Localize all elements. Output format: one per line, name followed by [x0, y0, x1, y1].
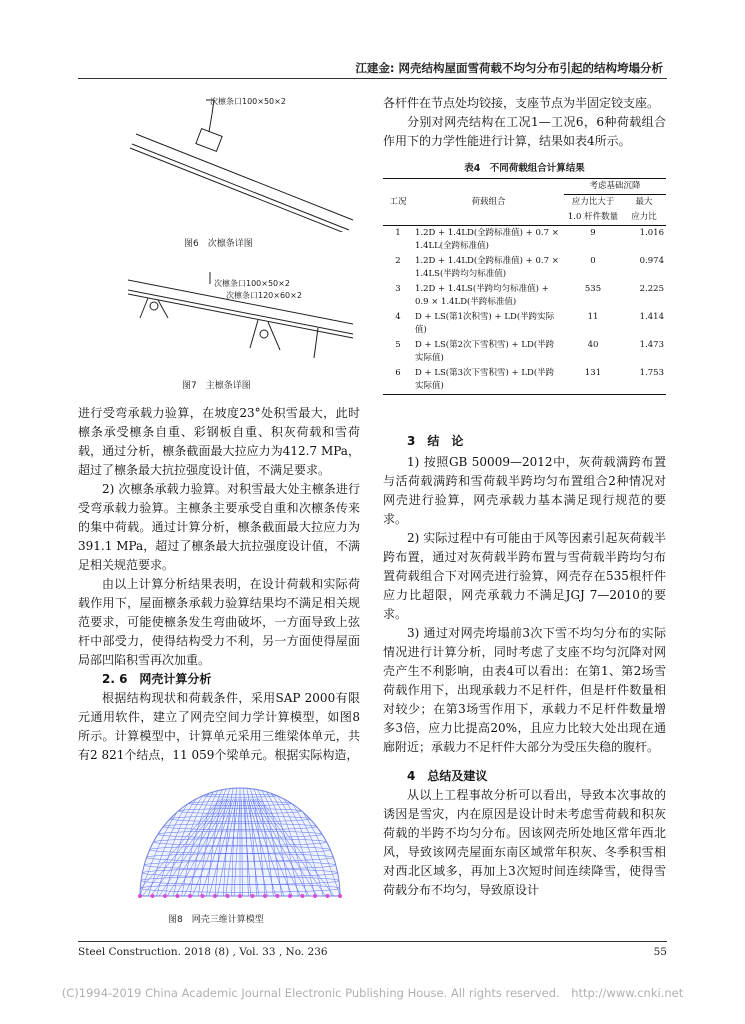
cell-case: 4: [395, 312, 401, 322]
cell-combo: D + LS(第3次下雪积雪) + LD(半跨实际值): [415, 368, 555, 391]
section-heading: 4 总结及建议: [407, 769, 488, 783]
cell-max: 1.016: [639, 228, 664, 238]
figure-6-caption: 图6 次檩条详图: [184, 239, 253, 249]
header-case: 工况: [383, 179, 413, 226]
right-column-bottom: [383, 432, 666, 900]
support-node: [288, 894, 292, 898]
support-node: [163, 894, 167, 898]
header-combo: 荷载组合: [413, 179, 564, 226]
support-node: [226, 894, 230, 898]
footer-rule: [78, 941, 667, 942]
header-count-b: 1.0 杆件数量: [564, 210, 622, 226]
cell-combo: 1.2D + 1.4LD(全跨标准值) + 0.7 × 1.4LL(全跨标准值): [415, 228, 559, 251]
right-column-top: [383, 94, 666, 151]
section-heading: 2. 6 网壳计算分析: [102, 672, 212, 686]
copyright-watermark: (C)1994-2019 China Academic Journal Electronic Publishing House. All rights reserved. http://www.cnki.net: [61, 986, 684, 1000]
table-row: [383, 366, 666, 395]
cell-max: 1.414: [639, 312, 664, 322]
header-count-a: 应力比大于: [571, 197, 615, 207]
cell-case: 3: [395, 284, 401, 294]
figure-7-caption: 图7 主檩条详图: [182, 381, 251, 391]
support-node: [301, 894, 305, 898]
header-rule: [78, 78, 667, 79]
cell-combo: 1.2D + 1.4LD(全跨标准值) + 0.7 × 1.4LS(半跨均匀标准值): [415, 256, 559, 279]
table-title: 表4 不同荷载组合计算结果: [464, 163, 585, 174]
figure-8-caption: 图8 网壳三维计算模型: [168, 915, 264, 925]
section-heading: 3 结 论: [407, 434, 464, 448]
figure-8-dome-model: [120, 774, 360, 900]
cell-combo: 1.2D + 1.4LS(半跨均匀标准值) + 0.9 × 1.4LD(半跨标准值): [415, 284, 549, 307]
paragraph: 根据结构现状和荷载条件，采用SAP 2000有限元通用软件，建立了网壳空间力学计算模型，如图8所示。计算模型中，计算单元采用三维梁体单元，共有2 821个结点，11 059个梁单元。根据实际构造，: [78, 691, 360, 762]
left-column: [78, 404, 360, 765]
cell-combo: D + LS(第1次积雪) + LD(半跨实际值): [415, 312, 555, 335]
running-header: 江建金: 网壳结构屋面雪荷载不均匀分布引起的结构垮塌分析: [355, 61, 663, 75]
support-node: [263, 894, 267, 898]
paragraph: 由以上计算分析结果表明，在设计荷载和实际荷载作用下，屋面檩条承载力验算结果均不满足相关规范要求，可能使檩条发生弯曲破坏，一方面导致上弦杆中部受力，使得结构受力不利，另一方面使得屋面局部凹陷积雪再次加重。: [78, 577, 360, 667]
figure-7-drawing: [118, 258, 358, 373]
cell-case: 2: [395, 256, 401, 266]
cell-count: 11: [587, 312, 599, 322]
support-node: [213, 894, 217, 898]
cell-combo: D + LS(第2次下雪积雪) + LD(半跨实际值): [415, 340, 555, 363]
cell-max: 1.473: [639, 340, 664, 350]
results-table: [383, 178, 666, 395]
support-node: [201, 894, 205, 898]
header-max-b: 应力比: [622, 210, 666, 226]
paragraph: 从以上工程事故分析可以看出，导致本次事故的诱因是雪灾，内在原因是设计时未考虑雪荷载和积灰荷载的半跨不均匀分布。因该网壳所处地区常年西北风，导致该网壳屋面东南区域常年积灰、冬季积雪相对西北区域多，再加上3次短时间连续降雪，使得雪荷载分布不均匀，导致原设计: [383, 788, 666, 897]
table-row: [383, 282, 666, 310]
table-row: [383, 254, 666, 282]
paragraph: 3) 通过对网壳垮塌前3次下雪不均匀分布的实际情况进行计算分析，同时考虑了支座不均匀沉降对网壳产生不利影响，由表4可以看出：在第1、第2场雪荷载作用下，出现承载力不足杆件，但是杆件数量相对较少；在第3场雪作用下，承载力不足杆件数量增多3倍，应力比提高20%，且应力比较大处出现在通廊附近；承载力不足杆件大部分为受压失稳的腹杆。: [383, 626, 666, 754]
table-row: [383, 338, 666, 366]
cell-count: 40: [587, 340, 599, 350]
paragraph: 各杆件在节点处均铰接，支座节点为半固定铰支座。: [383, 96, 660, 110]
figure-6-label: 次檩条口100×50×2: [210, 97, 286, 106]
figure-6-drawing: [118, 92, 358, 232]
table-4: [383, 160, 666, 395]
cell-max: 1.753: [639, 368, 664, 378]
cell-count: 9: [590, 228, 596, 238]
support-node: [338, 894, 342, 898]
journal-citation: Steel Construction. 2018 (8) , Vol. 33 , No. 236: [78, 946, 328, 958]
cell-case: 6: [395, 368, 401, 378]
paragraph: 分别对网壳结构在工况1—工况6，6种荷载组合作用下的力学性能进行计算，结果如表4所示。: [383, 115, 666, 148]
cell-count: 131: [584, 368, 602, 378]
figure-7-label-a: 次檩条口100×50×2: [214, 279, 290, 288]
cell-max: 0.974: [639, 256, 664, 266]
header-group: 考虑基础沉降: [564, 179, 666, 195]
paragraph: 2) 次檩条承载力验算。对积雪最大处主檩条进行受弯承载力验算。主檩条主要承受自重和次檩条传来的集中荷载。通过计算分析，檩条截面最大拉应力为391.1 MPa，超过了檩条最大抗拉强度设计值，不满足相关规范要求。: [78, 482, 360, 572]
support-node: [151, 894, 155, 898]
support-node: [276, 894, 280, 898]
support-node: [326, 894, 330, 898]
support-node: [313, 894, 317, 898]
support-node: [138, 894, 142, 898]
support-node: [188, 894, 192, 898]
paragraph: 1) 按照GB 50009—2012中，灰荷载满跨布置与活荷载满跨和雪荷载半跨均匀布置组合2种情况对网壳进行验算，网壳承载力基本满足现行规范的要求。: [383, 455, 666, 526]
cell-count: 535: [584, 284, 602, 294]
support-node: [176, 894, 180, 898]
paragraph: 2) 实际过程中有可能由于风等因素引起灰荷载半跨布置，通过对灰荷载半跨布置与雪荷载半跨均匀布置荷载组合下对网壳进行验算，网壳存在535根杆件应力比超限，网壳承载力不满足JGJ 7—2010的要求。: [383, 531, 666, 621]
paragraph: 进行受弯承载力验算，在坡度23°处积雪最大，此时檩条承受檩条自重、彩钢板自重、积灰荷载和雪荷载，通过分析，檩条截面最大拉应力为412.7 MPa，超过了檩条最大抗拉强度设计值，不满足要求。: [78, 406, 360, 477]
cell-max: 2.225: [639, 284, 664, 294]
cell-count: 0: [590, 256, 596, 266]
cell-case: 5: [395, 340, 401, 350]
support-node: [238, 894, 242, 898]
page-number: 55: [653, 946, 667, 958]
figure-7-label-b: 次檩条口120×60×2: [226, 291, 302, 300]
support-node: [251, 894, 255, 898]
table-row: [383, 226, 666, 255]
cell-case: 1: [395, 228, 401, 238]
header-max-a: 最大: [635, 197, 653, 207]
table-row: [383, 310, 666, 338]
